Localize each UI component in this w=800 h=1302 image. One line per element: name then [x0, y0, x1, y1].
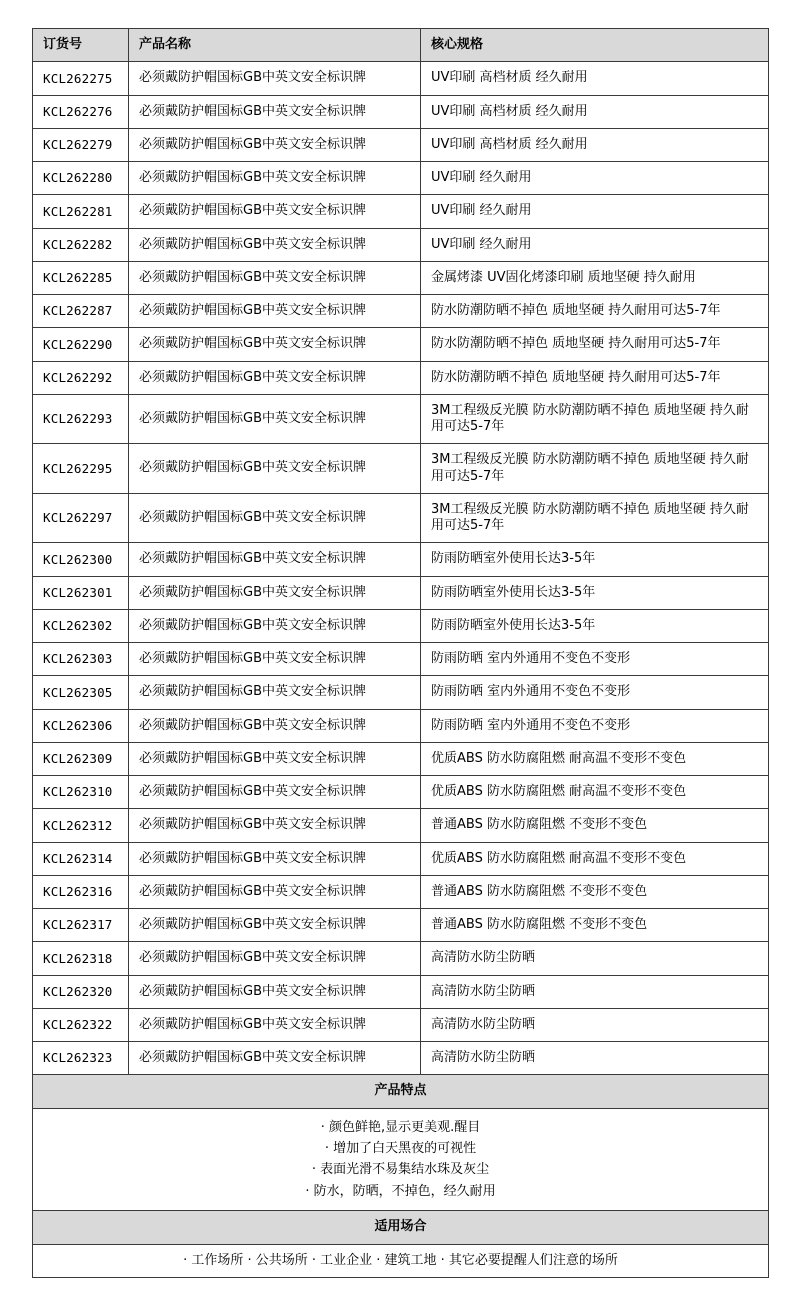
table-row [33, 361, 769, 394]
order-code-cell: KCL262303 [33, 643, 129, 676]
table-row [33, 942, 769, 975]
product-name-cell: 必须戴防护帽国标GB中英文安全标识牌 [129, 394, 421, 444]
core-spec-cell: UV印刷 高档材质 经久耐用 [421, 62, 769, 95]
core-spec-cell: UV印刷 高档材质 经久耐用 [421, 128, 769, 161]
core-spec-cell: 优质ABS 防水防腐阻燃 耐高温不变形不变色 [421, 842, 769, 875]
core-spec-cell: 高清防水防尘防晒 [421, 1042, 769, 1075]
product-name-cell: 必须戴防护帽国标GB中英文安全标识牌 [129, 162, 421, 195]
table-row [33, 493, 769, 543]
product-name-cell: 必须戴防护帽国标GB中英文安全标识牌 [129, 195, 421, 228]
core-spec-cell: 优质ABS 防水防腐阻燃 耐高温不变形不变色 [421, 776, 769, 809]
order-code-cell: KCL262293 [33, 394, 129, 444]
core-spec-cell: 3M工程级反光膜 防水防潮防晒不掉色 质地坚硬 持久耐用可达5-7年 [421, 394, 769, 444]
order-code-cell: KCL262290 [33, 328, 129, 361]
core-spec-cell: 防雨防晒室外使用长达3-5年 [421, 609, 769, 642]
order-code-cell: KCL262320 [33, 975, 129, 1008]
core-spec-cell: 普通ABS 防水防腐阻燃 不变形不变色 [421, 809, 769, 842]
features-list [33, 1108, 769, 1211]
core-spec-cell: UV印刷 经久耐用 [421, 162, 769, 195]
product-name-cell: 必须戴防护帽国标GB中英文安全标识牌 [129, 909, 421, 942]
column-header-product-name: 产品名称 [129, 29, 421, 62]
table-row [33, 742, 769, 775]
occasions-text: · 工作场所 · 公共场所 · 工业企业 · 建筑工地 · 其它必要提醒人们注意的场所 [33, 1244, 769, 1277]
feature-item: · 表面光滑不易集结水珠及灰尘 [311, 1162, 490, 1178]
order-code-cell: KCL262318 [33, 942, 129, 975]
product-name-cell: 必须戴防护帽国标GB中英文安全标识牌 [129, 444, 421, 494]
core-spec-cell: 防水防潮防晒不掉色 质地坚硬 持久耐用可达5-7年 [421, 295, 769, 328]
core-spec-cell: 防雨防晒 室内外通用不变色不变形 [421, 676, 769, 709]
product-name-cell: 必须戴防护帽国标GB中英文安全标识牌 [129, 361, 421, 394]
product-name-cell: 必须戴防护帽国标GB中英文安全标识牌 [129, 328, 421, 361]
features-section-title: 产品特点 [33, 1075, 769, 1108]
product-name-cell: 必须戴防护帽国标GB中英文安全标识牌 [129, 1042, 421, 1075]
core-spec-cell: 普通ABS 防水防腐阻燃 不变形不变色 [421, 875, 769, 908]
occasions-content-row [33, 1244, 769, 1277]
occasions-section-title: 适用场合 [33, 1211, 769, 1244]
order-code-cell: KCL262285 [33, 261, 129, 294]
core-spec-cell: 3M工程级反光膜 防水防潮防晒不掉色 质地坚硬 持久耐用可达5-7年 [421, 444, 769, 494]
order-code-cell: KCL262302 [33, 609, 129, 642]
table-row [33, 95, 769, 128]
table-row [33, 676, 769, 709]
table-row [33, 261, 769, 294]
product-name-cell: 必须戴防护帽国标GB中英文安全标识牌 [129, 609, 421, 642]
core-spec-cell: 高清防水防尘防晒 [421, 975, 769, 1008]
product-name-cell: 必须戴防护帽国标GB中英文安全标识牌 [129, 543, 421, 576]
product-spec-table [32, 28, 769, 1278]
order-code-cell: KCL262322 [33, 1008, 129, 1041]
order-code-cell: KCL262292 [33, 361, 129, 394]
product-name-cell: 必须戴防护帽国标GB中英文安全标识牌 [129, 643, 421, 676]
order-code-cell: KCL262316 [33, 875, 129, 908]
core-spec-cell: 防雨防晒室外使用长达3-5年 [421, 576, 769, 609]
product-name-cell: 必须戴防护帽国标GB中英文安全标识牌 [129, 95, 421, 128]
core-spec-cell: 高清防水防尘防晒 [421, 942, 769, 975]
feature-item: · 防水，防晒，不掉色，经久耐用 [305, 1183, 496, 1199]
core-spec-cell: 3M工程级反光膜 防水防潮防晒不掉色 质地坚硬 持久耐用可达5-7年 [421, 493, 769, 543]
table-row [33, 576, 769, 609]
product-name-cell: 必须戴防护帽国标GB中英文安全标识牌 [129, 576, 421, 609]
product-name-cell: 必须戴防护帽国标GB中英文安全标识牌 [129, 975, 421, 1008]
order-code-cell: KCL262305 [33, 676, 129, 709]
product-name-cell: 必须戴防护帽国标GB中英文安全标识牌 [129, 709, 421, 742]
order-code-cell: KCL262309 [33, 742, 129, 775]
order-code-cell: KCL262276 [33, 95, 129, 128]
feature-item: · 颜色鲜艳,显示更美观.醒目 [320, 1119, 481, 1135]
feature-item: · 增加了白天黑夜的可视性 [324, 1140, 477, 1156]
order-code-cell: KCL262295 [33, 444, 129, 494]
table-row [33, 444, 769, 494]
order-code-cell: KCL262306 [33, 709, 129, 742]
table-row [33, 975, 769, 1008]
order-code-cell: KCL262312 [33, 809, 129, 842]
table-row [33, 228, 769, 261]
core-spec-cell: UV印刷 经久耐用 [421, 228, 769, 261]
order-code-cell: KCL262282 [33, 228, 129, 261]
table-row [33, 394, 769, 444]
order-code-cell: KCL262279 [33, 128, 129, 161]
product-name-cell: 必须戴防护帽国标GB中英文安全标识牌 [129, 676, 421, 709]
order-code-cell: KCL262280 [33, 162, 129, 195]
product-name-cell: 必须戴防护帽国标GB中英文安全标识牌 [129, 809, 421, 842]
product-name-cell: 必须戴防护帽国标GB中英文安全标识牌 [129, 842, 421, 875]
product-name-cell: 必须戴防护帽国标GB中英文安全标识牌 [129, 742, 421, 775]
order-code-cell: KCL262275 [33, 62, 129, 95]
order-code-cell: KCL262300 [33, 543, 129, 576]
table-row [33, 809, 769, 842]
core-spec-cell: 防雨防晒室外使用长达3-5年 [421, 543, 769, 576]
features-content-row [33, 1108, 769, 1211]
product-name-cell: 必须戴防护帽国标GB中英文安全标识牌 [129, 261, 421, 294]
table-header-row [33, 29, 769, 62]
core-spec-cell: 防雨防晒 室内外通用不变色不变形 [421, 643, 769, 676]
order-code-cell: KCL262297 [33, 493, 129, 543]
product-name-cell: 必须戴防护帽国标GB中英文安全标识牌 [129, 776, 421, 809]
table-row [33, 909, 769, 942]
order-code-cell: KCL262301 [33, 576, 129, 609]
occasions-header-row [33, 1211, 769, 1244]
order-code-cell: KCL262323 [33, 1042, 129, 1075]
column-header-order-code: 订货号 [33, 29, 129, 62]
order-code-cell: KCL262310 [33, 776, 129, 809]
table-row [33, 643, 769, 676]
table-row [33, 162, 769, 195]
product-name-cell: 必须戴防护帽国标GB中英文安全标识牌 [129, 493, 421, 543]
product-name-cell: 必须戴防护帽国标GB中英文安全标识牌 [129, 1008, 421, 1041]
product-name-cell: 必须戴防护帽国标GB中英文安全标识牌 [129, 942, 421, 975]
product-name-cell: 必须戴防护帽国标GB中英文安全标识牌 [129, 875, 421, 908]
product-name-cell: 必须戴防护帽国标GB中英文安全标识牌 [129, 228, 421, 261]
table-row [33, 543, 769, 576]
product-name-cell: 必须戴防护帽国标GB中英文安全标识牌 [129, 62, 421, 95]
order-code-cell: KCL262281 [33, 195, 129, 228]
order-code-cell: KCL262287 [33, 295, 129, 328]
core-spec-cell: 高清防水防尘防晒 [421, 1008, 769, 1041]
column-header-core-spec: 核心规格 [421, 29, 769, 62]
table-row [33, 295, 769, 328]
table-row [33, 709, 769, 742]
product-name-cell: 必须戴防护帽国标GB中英文安全标识牌 [129, 128, 421, 161]
table-row [33, 875, 769, 908]
core-spec-cell: UV印刷 经久耐用 [421, 195, 769, 228]
spec-table-body [33, 62, 769, 1075]
table-row [33, 128, 769, 161]
core-spec-cell: UV印刷 高档材质 经久耐用 [421, 95, 769, 128]
core-spec-cell: 防水防潮防晒不掉色 质地坚硬 持久耐用可达5-7年 [421, 361, 769, 394]
core-spec-cell: 防雨防晒 室内外通用不变色不变形 [421, 709, 769, 742]
table-row [33, 62, 769, 95]
extra-sections [33, 1075, 769, 1278]
core-spec-cell: 金属烤漆 UV固化烤漆印刷 质地坚硬 持久耐用 [421, 261, 769, 294]
table-row [33, 776, 769, 809]
table-row [33, 609, 769, 642]
table-row [33, 1008, 769, 1041]
order-code-cell: KCL262317 [33, 909, 129, 942]
core-spec-cell: 防水防潮防晒不掉色 质地坚硬 持久耐用可达5-7年 [421, 328, 769, 361]
table-row [33, 1042, 769, 1075]
features-header-row [33, 1075, 769, 1108]
order-code-cell: KCL262314 [33, 842, 129, 875]
table-row [33, 842, 769, 875]
core-spec-cell: 普通ABS 防水防腐阻燃 不变形不变色 [421, 909, 769, 942]
table-row [33, 328, 769, 361]
core-spec-cell: 优质ABS 防水防腐阻燃 耐高温不变形不变色 [421, 742, 769, 775]
product-name-cell: 必须戴防护帽国标GB中英文安全标识牌 [129, 295, 421, 328]
table-row [33, 195, 769, 228]
